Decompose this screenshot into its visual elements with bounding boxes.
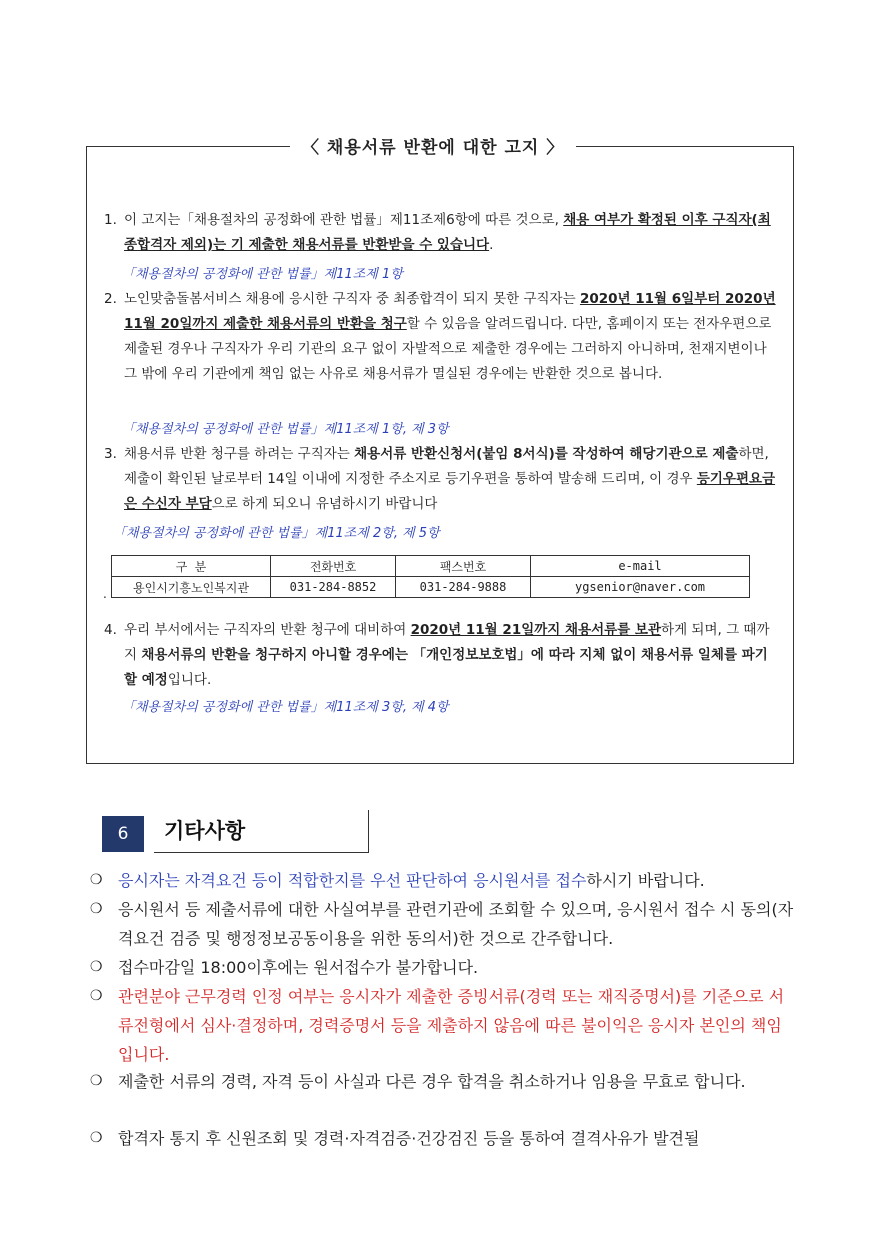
bullet-item-5 bbox=[90, 1067, 796, 1096]
section-divider bbox=[368, 810, 369, 853]
item-emphasis: 채용 여부가 확정된 이후 구직자(최종합격자 제외)는 기 제출한 채용서류를 반환받을 수 있습니다 bbox=[124, 212, 771, 253]
bullet-circle-icon: ❍ bbox=[90, 959, 103, 975]
table-dot: . bbox=[103, 587, 107, 601]
bullet-item-4 bbox=[90, 982, 796, 1069]
item-text: 하면, 제출이 확인된 날로부터 14일 이내에 지정한 주소지로 등기우편을 통하여 발송해 드리며, 이 경우 bbox=[124, 446, 769, 487]
table-header: e-mail bbox=[531, 556, 750, 577]
bullet-circle-icon: ❍ bbox=[90, 872, 103, 888]
bullet-circle-icon: ❍ bbox=[90, 901, 103, 917]
item-text: 채용서류 반환 청구를 하려는 구직자는 bbox=[124, 446, 355, 462]
contact-table bbox=[111, 555, 750, 598]
notice-item-4 bbox=[104, 618, 780, 693]
bullet-item-1 bbox=[90, 866, 796, 895]
table-header: 전화번호 bbox=[271, 556, 396, 577]
table-cell-phone: 031-284-8852 bbox=[271, 577, 396, 598]
notice-title: 〈 채용서류 반환에 대한 고지 〉 bbox=[290, 133, 576, 158]
law-reference-3: 「채용절차의 공정화에 관한 법률」제11조제 2항, 제 5항 bbox=[113, 526, 440, 541]
bullet-text-warning: 관련분야 근무경력 인정 여부는 응시자가 제출한 증빙서류(경력 또는 재직증명서)를 기준으로 서류전형에서 심사·결정하며, 경력증명서 등을 제출하지 않음에 따른 불이익은 응시자 본인의 책임입니다. bbox=[118, 987, 785, 1064]
law-reference-4: 「채용절차의 공정화에 관한 법률」제11조제 3항, 제 4항 bbox=[122, 700, 449, 715]
table-cell-fax: 031-284-9888 bbox=[396, 577, 531, 598]
law-reference-2: 「채용절차의 공정화에 관한 법률」제11조제 1항, 제 3항 bbox=[122, 422, 449, 437]
bullet-circle-icon: ❍ bbox=[90, 1073, 103, 1089]
item-text-end: 할 수 있음을 알려드립니다. 다만, 홈페이지 또는 전자우편으로 제출된 경우나 구직자가 우리 기관의 요구 없이 자발적으로 제출한 경우에는 그러하지 아니하며, 천재지변이나 그 밖에 우리 기관에게 책임 없는 사유로 채용서류가 멸실된 경우에는 반환한 것으로 봅니다. bbox=[124, 316, 772, 382]
item-emphasis-2: 등기우편요금은 수신자 부담 bbox=[124, 471, 776, 512]
notice-item-2 bbox=[104, 287, 780, 387]
notice-item-3 bbox=[104, 442, 780, 517]
table-cell-org: 용인시기흥노인복지관 bbox=[112, 577, 271, 598]
bullet-text: 제출한 서류의 경력, 자격 등이 사실과 다른 경우 합격을 취소하거나 임용을 무효로 합니다. bbox=[118, 1072, 746, 1091]
item-text: 노인맞춤돌봄서비스 채용에 응시한 구직자 중 최종합격이 되지 못한 구직자는 bbox=[124, 291, 580, 307]
section-underline bbox=[154, 852, 368, 853]
bullet-text: 합격자 통지 후 신원조회 및 경력·자격검증·건강검진 등을 통하여 결격사유가 발견될 bbox=[118, 1129, 700, 1148]
table-row bbox=[112, 577, 750, 598]
section-number-badge: 6 bbox=[102, 816, 144, 852]
item-text: 우리 부서에서는 구직자의 반환 청구에 대비하여 bbox=[124, 622, 411, 638]
table-header: 팩스번호 bbox=[396, 556, 531, 577]
item-number: 1. bbox=[104, 212, 117, 228]
bullet-item-6 bbox=[90, 1124, 796, 1153]
item-text: 이 고지는「채용절차의 공정화에 관한 법률」제11조제6항에 따른 것으로, bbox=[124, 212, 564, 228]
item-emphasis: 2020년 11월 6일부터 2020년 11월 20일까지 제출한 채용서류의 반환을 청구 bbox=[124, 291, 776, 332]
item-number: 2. bbox=[104, 291, 117, 307]
item-text-end: 으로 하게 되오니 유념하시기 바랍니다 bbox=[211, 496, 438, 512]
bullet-text: 응시원서 등 제출서류에 대한 사실여부를 관련기관에 조회할 수 있으며, 응시원서 접수 시 동의(자격요건 검증 및 행정정보공동이용을 위한 동의서)한 것으로 간주합니다. bbox=[118, 900, 794, 948]
item-emphasis: 2020년 11월 21일까지 채용서류를 보관 bbox=[410, 622, 662, 638]
item-text: 하게 되며, 그 때까지 bbox=[124, 622, 770, 663]
bullet-circle-icon: ❍ bbox=[90, 988, 103, 1004]
bullet-text-highlight: 응시자는 자격요건 등이 적합한지를 우선 판단하여 응시원서를 접수 bbox=[118, 871, 587, 890]
section-title: 기타사항 bbox=[164, 819, 246, 843]
item-emphasis-2: 채용서류의 반환을 청구하지 아니할 경우에는 「개인정보보호법」에 따라 지체 없이 채용서류 일체를 파기할 예정 bbox=[124, 647, 768, 688]
table-header: 구 분 bbox=[112, 556, 271, 577]
item-number: 4. bbox=[104, 622, 117, 638]
notice-item-1 bbox=[104, 208, 780, 258]
bullet-item-2 bbox=[90, 895, 796, 953]
item-number: 3. bbox=[104, 446, 117, 462]
bullet-circle-icon: ❍ bbox=[90, 1130, 103, 1146]
item-text-end: . bbox=[489, 237, 494, 253]
law-reference-1: 「채용절차의 공정화에 관한 법률」제11조제 1항 bbox=[122, 267, 403, 282]
item-text-end: 입니다. bbox=[167, 672, 212, 688]
bullet-text: 접수마감일 18:00이후에는 원서접수가 불가합니다. bbox=[118, 958, 479, 977]
item-emphasis: 채용서류 반환신청서(붙임 8서식)를 작성하여 해당기관으로 제출 bbox=[354, 446, 739, 462]
bullet-text: 하시기 바랍니다. bbox=[586, 871, 705, 890]
table-header-row bbox=[112, 556, 750, 577]
bullet-item-3 bbox=[90, 953, 796, 982]
table-cell-email: ygsenior@naver.com bbox=[531, 577, 750, 598]
